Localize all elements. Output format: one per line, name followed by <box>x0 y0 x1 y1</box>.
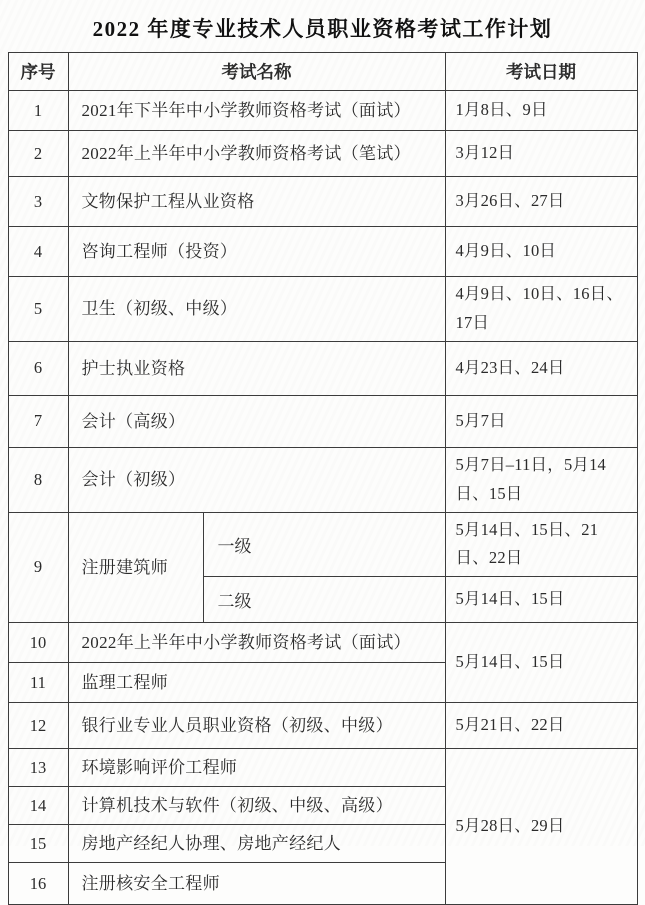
exam-date: 5月7日–11日，5月14日、15日 <box>445 447 637 512</box>
row-number: 12 <box>8 703 68 749</box>
exam-level: 一级 <box>203 512 445 577</box>
row-number: 9 <box>8 512 68 623</box>
exam-name: 会计（高级） <box>68 395 445 447</box>
row-number: 2 <box>8 131 68 177</box>
exam-name: 计算机技术与软件（初级、中级、高级） <box>68 787 445 825</box>
exam-date: 3月26日、27日 <box>445 177 637 227</box>
row-number: 14 <box>8 787 68 825</box>
exam-name: 护士执业资格 <box>68 341 445 395</box>
row-number: 7 <box>8 395 68 447</box>
exam-name: 环境影响评价工程师 <box>68 749 445 787</box>
exam-date: 4月23日、24日 <box>445 341 637 395</box>
row-number: 10 <box>8 623 68 663</box>
header-index: 序号 <box>8 53 68 91</box>
row-number: 13 <box>8 749 68 787</box>
table-row <box>8 277 637 342</box>
table-row <box>8 341 637 395</box>
row-number: 4 <box>8 227 68 277</box>
table-row <box>8 447 637 512</box>
table-row <box>8 749 637 787</box>
exam-name: 会计（初级） <box>68 447 445 512</box>
exam-date: 5月7日 <box>445 395 637 447</box>
row-number: 15 <box>8 825 68 863</box>
exam-name: 银行业专业人员职业资格（初级、中级） <box>68 703 445 749</box>
exam-date: 5月14日、15日 <box>445 623 637 703</box>
table-row <box>8 131 637 177</box>
exam-schedule-table <box>8 52 638 905</box>
row-number: 6 <box>8 341 68 395</box>
row-number: 5 <box>8 277 68 342</box>
row-number: 16 <box>8 863 68 905</box>
header-exam-date: 考试日期 <box>445 53 637 91</box>
exam-date: 5月28日、29日 <box>445 749 637 905</box>
row-number: 3 <box>8 177 68 227</box>
table-row <box>8 623 637 663</box>
row-number: 1 <box>8 91 68 131</box>
table-row <box>8 395 637 447</box>
exam-date: 5月14日、15日 <box>445 577 637 623</box>
exam-date: 5月21日、22日 <box>445 703 637 749</box>
exam-name: 2022年上半年中小学教师资格考试（面试） <box>68 623 445 663</box>
table-row <box>8 512 637 577</box>
exam-level: 二级 <box>203 577 445 623</box>
row-number: 11 <box>8 663 68 703</box>
exam-date: 1月8日、9日 <box>445 91 637 131</box>
table-row <box>8 177 637 227</box>
exam-name: 2021年下半年中小学教师资格考试（面试） <box>68 91 445 131</box>
row-number: 8 <box>8 447 68 512</box>
exam-date: 4月9日、10日 <box>445 227 637 277</box>
exam-name: 文物保护工程从业资格 <box>68 177 445 227</box>
exam-name: 卫生（初级、中级） <box>68 277 445 342</box>
table-row <box>8 703 637 749</box>
exam-name: 注册核安全工程师 <box>68 863 445 905</box>
exam-name: 咨询工程师（投资） <box>68 227 445 277</box>
table-row <box>8 227 637 277</box>
table-header-row <box>8 53 637 91</box>
page-title: 2022 年度专业技术人员职业资格考试工作计划 <box>92 17 553 41</box>
exam-date: 5月14日、15日、21日、22日 <box>445 512 637 577</box>
exam-name: 房地产经纪人协理、房地产经纪人 <box>68 825 445 863</box>
exam-name: 监理工程师 <box>68 663 445 703</box>
table-row <box>8 91 637 131</box>
exam-date: 4月9日、10日、16日、17日 <box>445 277 637 342</box>
exam-name: 注册建筑师 <box>68 512 203 623</box>
header-exam-name: 考试名称 <box>68 53 445 91</box>
exam-date: 3月12日 <box>445 131 637 177</box>
exam-name: 2022年上半年中小学教师资格考试（笔试） <box>68 131 445 177</box>
